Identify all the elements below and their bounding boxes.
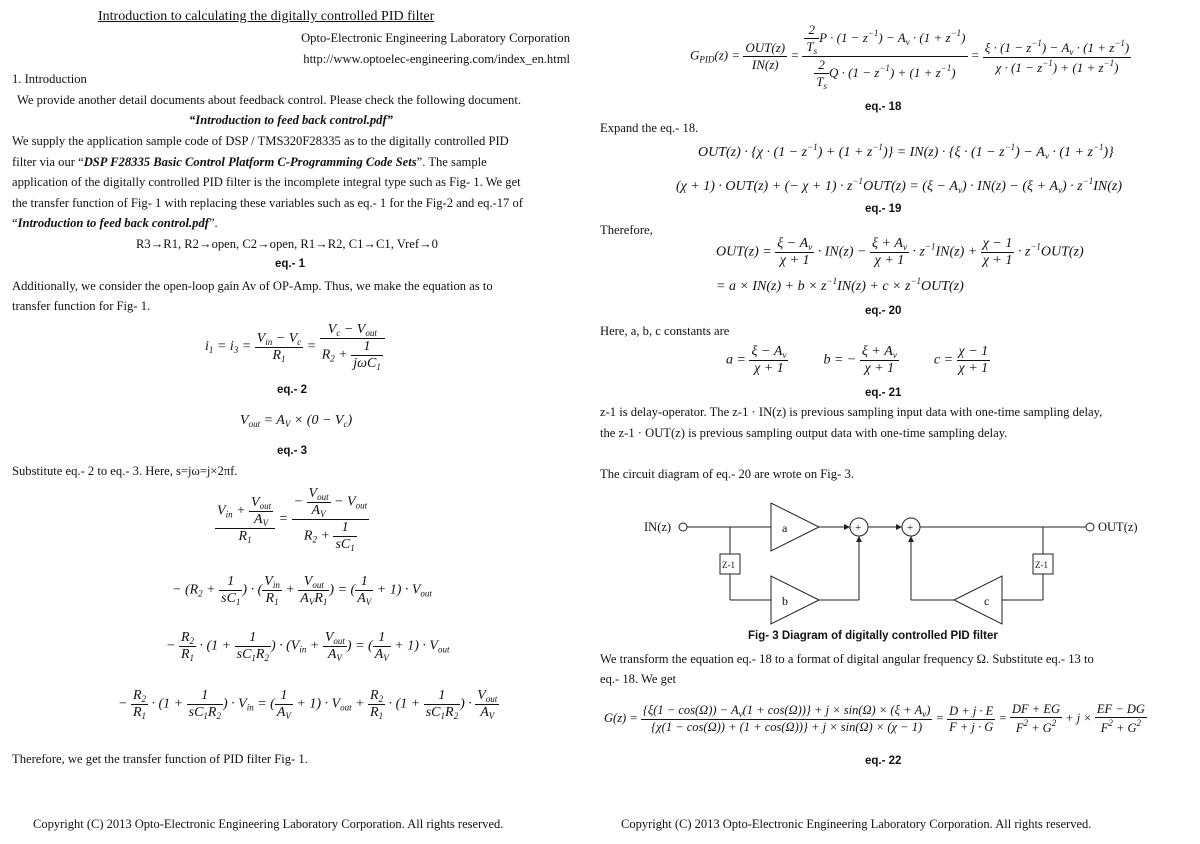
- para1-line5: “Introduction to feed back control.pdf”.: [12, 216, 218, 230]
- derivation-3: − $\frac{R_2}{R_1}$ · (1 + $\frac{1}{sC_1R_2}$ ) · ($V_{in}$ + $\frac{V_{out}}{A_V}$ ) = ( $\frac{1}{A_V}$ + $1) \cdot V_{out}$: [166, 630, 450, 663]
- equation-19b: (χ + 1) · OUT(z) + (− $\chi + 1) \cdot z^{-1}OUT(z) = (\xi - A_v) \cdot IN(z) - (\xi + A_v) \cdot z^{-1}IN(z)$: [676, 176, 1122, 195]
- block-c: c: [984, 594, 990, 608]
- expand-line: Expand the eq.- 18.: [600, 121, 699, 135]
- diagram-output-label: OUT(z): [1098, 520, 1138, 534]
- derivation-1: $V_{in}$ + $\frac{V_{out}}{A_V}$ $R_1$ = − $\frac{V_{out}}{A_V}$ − $V_{out}$ $R_2$ + $\frac{1}{sC_1}$: [217, 486, 368, 553]
- company-name: Opto-Electronic Engineering Laboratory Corporation: [301, 31, 570, 45]
- page-title: Introduction to calculating the digitally controlled PID filter: [98, 9, 435, 24]
- eq19-label: eq.- 19: [865, 203, 902, 215]
- transform-line2: eq.- 18. We get: [600, 672, 677, 686]
- copyright-right: Copyright (C) 2013 Opto-Electronic Engineering Laboratory Corporation. All rights reserved.: [621, 817, 1092, 831]
- para1-line2: filter via our “DSP F28335 Basic Control Platform C-Programming Code Sets”. The sample: [12, 155, 487, 169]
- substitute-line: Substitute eq.- 2 to eq.- 3. Here, s=jω=j×2πf.: [12, 464, 238, 478]
- equation-3: $V_{out} = A_V \times (0 - V_c)$: [240, 413, 353, 429]
- equation-18: $G_{PID}(z)$ = $\frac{\text{OUT(z)}}{IN(z)}$ = $\frac{2}{T_s}$ $P \cdot (1 - z^{-1}) - A_v \cdot (1 + z^{-1})$ $\frac{2}{T_s}$ $Q \cdot (1 - z^{-1}) + (1 + z^{-1})$ = $\frac{\xi \cdot (1 - z^{-1}) - A_v \cdot (1 + z^{-1})}{\chi \cdot (1 - z^{-1}) + (1 + z^{-1})}$: [690, 22, 1130, 91]
- eq18-label: eq.- 18: [865, 101, 902, 113]
- intro-line: We provide another detail documents about feedback control. Please check the following document.: [17, 93, 521, 107]
- para1-line3: application of the digitally controlled PID filter is the incomplete integral type such as Fig- 1. We get: [12, 175, 521, 189]
- derivation-4: − $\frac{R_2}{R_1}$ · (1 + $\frac{1}{sC_1R_2}$ ) · $V_{in}$ = ( $\frac{1}{A_V}$ + $1) \cdot V_{out}$ + $\frac{R_2}{R_1}$ · (1 + $\frac{1}{sC_1R_2}$ ) · $\frac{V_{out}}{A_V}$: [118, 688, 498, 721]
- para1-line4: the transfer function of Fig- 1 with replacing these variables such as eq.- 1 for the Fig-2 and eq.-17 of: [12, 196, 523, 210]
- circuit-intro: The circuit diagram of eq.- 20 are wrote on Fig- 3.: [600, 467, 854, 481]
- delay-block-right: Z-1: [1035, 560, 1048, 570]
- pid-block-diagram: [600, 490, 1180, 630]
- block-a: a: [782, 521, 788, 535]
- equation-20b: = $a \times IN(z) + b \times z^{-1}IN(z) + c \times z^{-1}OUT(z)$: [716, 276, 964, 294]
- eq3-label: eq.- 3: [277, 445, 308, 457]
- section-heading: 1. Introduction: [12, 72, 87, 86]
- therefore-right: Therefore,: [600, 223, 653, 237]
- summer-1-sign: +: [855, 522, 862, 534]
- replacement-rule: R3→R1, R2→open, C2→open, R1→R2, C1→C1, Vref→0: [136, 237, 438, 251]
- equation-21: a = $\frac{\xi - A_v}{\chi + 1}$ b = − $\frac{\xi + A_v}{\chi + 1}$ c = $\frac{\chi - 1}{\chi + 1}$: [726, 344, 989, 376]
- transform-line1: We transform the equation eq.- 18 to a format of digital angular frequency Ω. Substitute eq.- 13 to: [600, 652, 1094, 666]
- equation-2: $i_1 = i_3$ = $\frac{V_{in} - V_c}{R_1}$ = $V_c - V_{out}$ $R_2$ + $\frac{1}{j\omega C_1}$: [205, 322, 385, 372]
- diagram-input-label: IN(z): [644, 520, 672, 534]
- para2-line2: transfer function for Fig- 1.: [12, 299, 151, 313]
- equation-22: G(z) = $\frac{\{\xi(1 - \cos(\Omega)) - A_v(1 + \cos(\Omega))\} + j \times \sin(\Omega) \times (\xi + A_v)}{\{\chi(1 - \cos(\Omega)) + (1 + \cos(\Omega))\} + j \times \sin(\Omega) \times (\chi - 1)}$ = $\frac{D + j \cdot E}{F + j \cdot G}$ = $\frac{DF + EG}{F^2 + G^2}$ + j × $\frac{EF - DG}{F^2 + G^2}$: [604, 702, 1145, 735]
- delay-block-left: Z-1: [722, 560, 735, 570]
- therefore-line: Therefore, we get the transfer function of PID filter Fig- 1.: [12, 752, 308, 766]
- constants-line: Here, a, b, c constants are: [600, 324, 730, 338]
- equation-20a: OUT(z) = $\frac{\xi - A_v}{\chi + 1}$ · IN(z) − $\frac{\xi + A_v}{\chi + 1}$ · $z^{-1}IN(z)$ + $\frac{\chi - 1}{\chi + 1}$ · $z^{-1}OUT(z)$: [716, 236, 1084, 268]
- summer-2-sign: +: [907, 522, 914, 534]
- figure-caption: Fig- 3 Diagram of digitally controlled PID filter: [748, 630, 998, 642]
- delay-line2: the z-1 · OUT(z) is previous sampling output data with one-time sampling delay.: [600, 426, 1008, 440]
- para2-line1: Additionally, we consider the open-loop gain Av of OP-Amp. Thus, we make the equation as to: [12, 279, 493, 293]
- eq1-label: eq.- 1: [275, 258, 306, 270]
- block-b: b: [782, 594, 788, 608]
- equation-19a: $OUT(z) \cdot \{\chi \cdot (1 - z^{-1}) + (1 + z^{-1})\} = IN(z) \cdot \{\xi \cdot (1 - z^{-1}) - A_v \cdot (1 + z^{-1})\}$: [698, 142, 1114, 161]
- eq21-label: eq.- 21: [865, 387, 902, 399]
- company-url[interactable]: http://www.optoelec-engineering.com/index_en.html: [303, 52, 570, 66]
- eq2-label: eq.- 2: [277, 384, 308, 396]
- para1-line1: We supply the application sample code of DSP / TMS320F28335 as to the digitally controlled PID: [12, 134, 509, 148]
- copyright-left: Copyright (C) 2013 Opto-Electronic Engineering Laboratory Corporation. All rights reserved.: [33, 817, 504, 831]
- eq20-label: eq.- 20: [865, 305, 902, 317]
- eq22-label: eq.- 22: [865, 755, 902, 767]
- reference-document: “Introduction to feed back control.pdf”: [189, 113, 393, 127]
- derivation-2: − ($R_2$ + $\frac{1}{sC_1}$ ) · ( $\frac{V_{in}}{R_1}$ + $\frac{V_{out}}{A_VR_1}$ ) = ( $\frac{1}{A_V}$ + $1) \cdot V_{out}$: [172, 574, 432, 607]
- delay-line1: z-1 is delay-operator. The z-1 · IN(z) is previous sampling input data with one-time sampling delay,: [600, 405, 1103, 419]
